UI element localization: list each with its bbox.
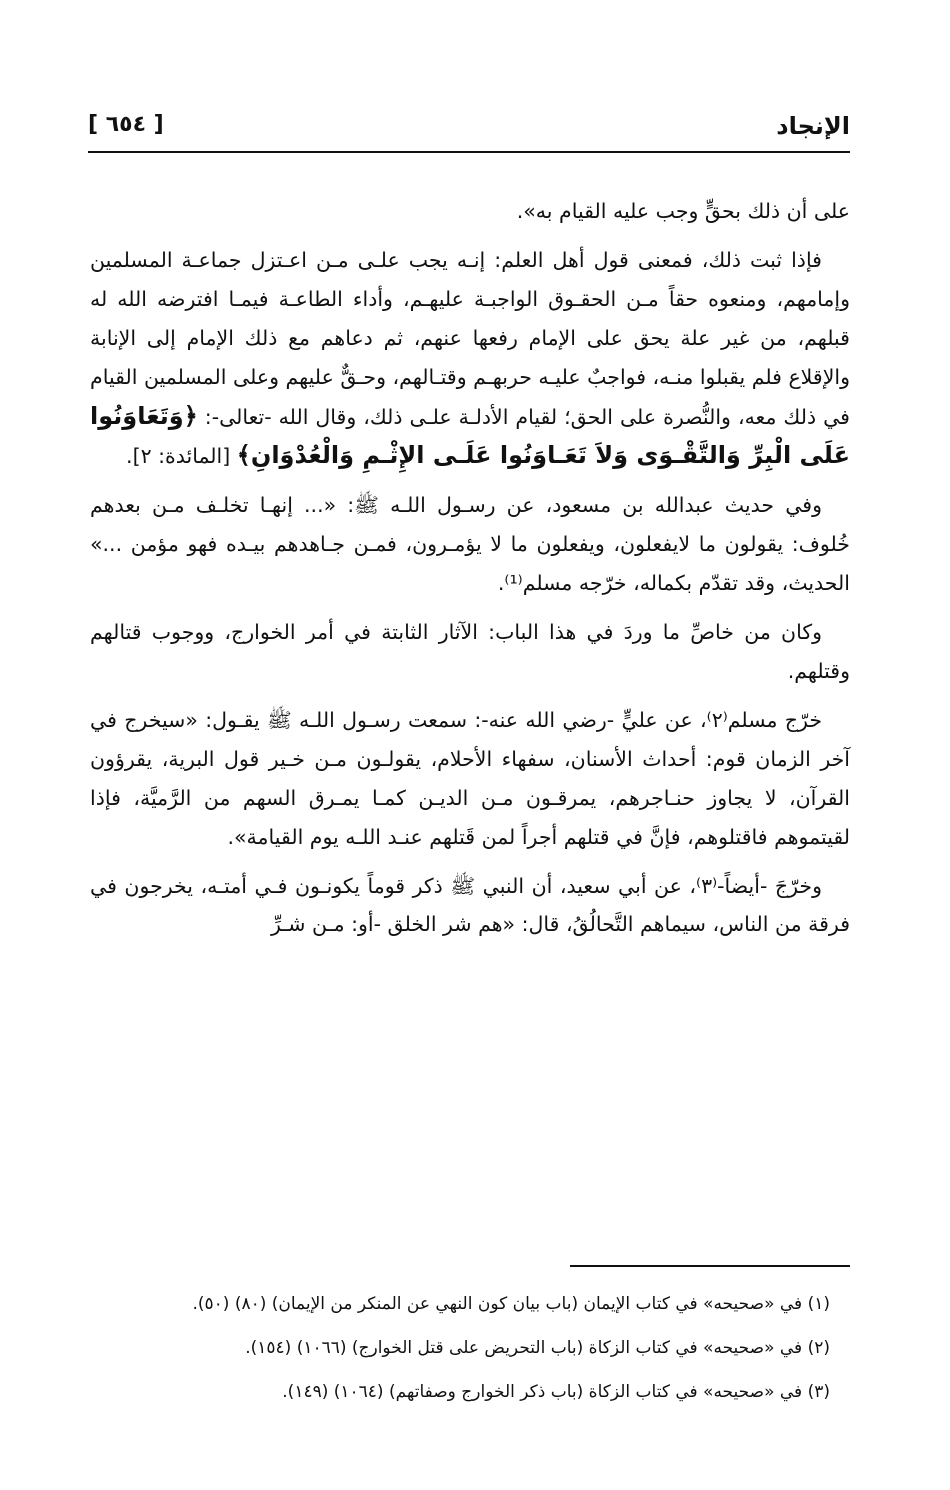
paragraph: على أن ذلك بحقٍّ وجب عليه القيام به». bbox=[516, 199, 850, 223]
quran-verse: ﴿وَتَعَاوَنُوا عَلَى الْبِرِّ وَالتَّقْـوَى وَلاَ تَعَـاوَنُوا عَلَـى الإِثْـمِ وَالْعُدْوَانِ﴾ bbox=[90, 401, 850, 470]
running-header bbox=[88, 112, 850, 150]
main-text bbox=[90, 192, 850, 954]
paragraph: وكان من خاصِّ ما وردَ في هذا الباب: الآثار الثابتة في أمر الخوارج، ووجوب قتالهم وقتلهم. bbox=[90, 620, 850, 683]
paragraph bbox=[90, 241, 850, 476]
footnotes bbox=[90, 1282, 830, 1414]
paragraph: وخرّجَ -أيضاً-⁽٣⁾، عن أبي سعيد، أن النبي ﷺ ذكر قوماً يكونـون فـي أمتـه، يخرجون في فرقة من الناس، سيماهم التَّحالُقُ، قال: «هم شر الخلق -أو: مـن شـرِّ bbox=[90, 873, 850, 937]
footnote: (٢) في «صحيحه» في كتاب الزكاة (باب التحريض على قتل الخوارج) (١٠٦٦) (١٥٤). bbox=[245, 1338, 830, 1358]
verse-reference: [المائدة: ٢]. bbox=[126, 444, 237, 469]
footnote: (٣) في «صحيحه» في كتاب الزكاة (باب ذكر الخوارج وصفاتهم) (١٠٦٤) (١٤٩). bbox=[282, 1382, 830, 1402]
header-divider bbox=[88, 151, 850, 153]
paragraph-text: فإذا ثبت ذلك، فمعنى قول أهل العلم: إنـه يجب علـى مـن اعـتزل جماعـة المسلمين وإمامهم، ومنعوه حقاً مـن الحقـوق الواجبـة عليهـم، وأداء الطاعـة فيمـا افترضه الله له قبلهم، من غير علة يحق على الإمام رفعها عنهم، ثم دعاهم مع ذلك الإمام إلى الإنابة والإقلاع فلم يقبلوا منـه، فواجبٌ عليـه حربهـم وقتـالهم، وحـقٌّ عليهم وعلى المسلمين القيام في ذلك معه، والنُّصرة على الحق؛ لقيام الأدلـة علـى ذلك، وقال الله -تعالى-: bbox=[90, 247, 850, 429]
paragraph: وفي حديث عبدالله بن مسعود، عن رسـول اللـه ﷺ: «... إنهـا تخلـف مـن بعدهم خُلوف: يقولون ما لايفعلون، ويفعلون ما لا يؤمـرون، فمـن جـاهدهم بيـده فهو مؤمن ...» الحديث، وقد تقدّم بكماله، خرّجه مسلم⁽¹⁾. bbox=[90, 493, 850, 596]
paragraph: خرّج مسلم⁽٢⁾، عن عليٍّ -رضي الله عنه-: سمعت رسـول اللـه ﷺ يقـول: «سيخرج في آخر الزمان قوم: أحداث الأسنان، سفهاء الأحلام، يقولـون مـن خـير قول البرية، يقرؤون القرآن، لا يجاوز حنـاجرهم، يمرقـون مـن الديـن كمـا يمـرق السهم من الرَّميَّة، فإذا لقيتموهم فاقتلوهم، فإنَّ في قتلهم أجراً لمن قَتلهم عنـد اللـه يوم القيامة». bbox=[90, 707, 850, 849]
page-number: [ ٦٥٤ ] bbox=[88, 112, 164, 137]
running-title: الإنجاد bbox=[776, 112, 850, 140]
footnote: (١) في «صحيحه» في كتاب الإيمان (باب بيان كون النهي عن المنكر من الإيمان) (٨٠) (٥٠). bbox=[192, 1294, 830, 1314]
footnote-divider bbox=[570, 1265, 850, 1267]
